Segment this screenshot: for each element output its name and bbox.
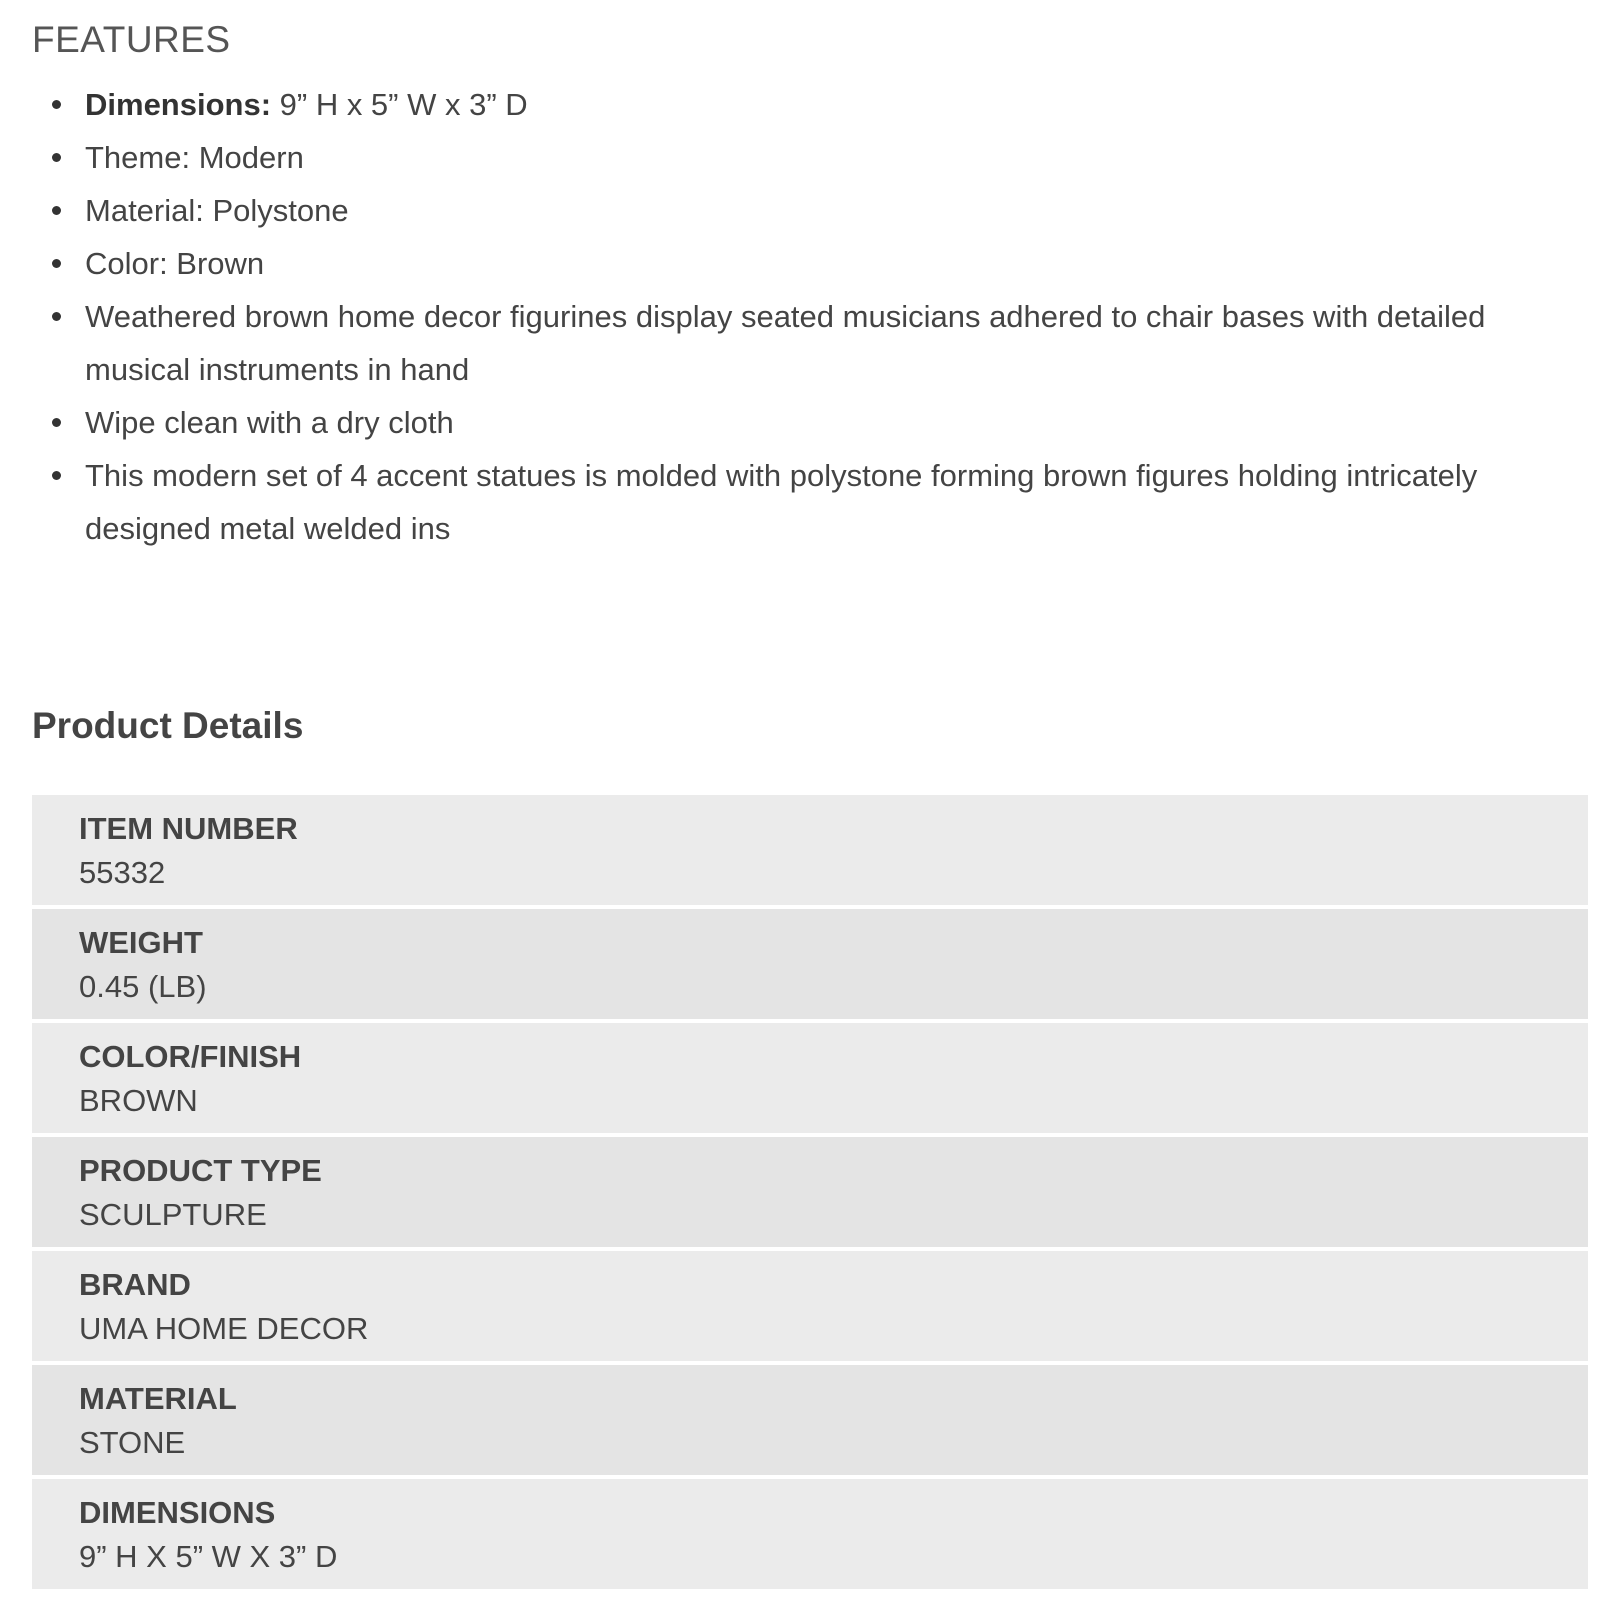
- product-details-heading: Product Details: [32, 705, 304, 746]
- detail-label: COLOR/FINISH: [79, 1039, 302, 1074]
- feature-item-dimensions: [32, 78, 1532, 131]
- feature-item-care: [32, 396, 1532, 449]
- detail-row-color-finish: [32, 1023, 1588, 1133]
- bullet-icon: [52, 418, 61, 427]
- features-list: [32, 78, 1532, 555]
- detail-value: 55332: [79, 855, 166, 890]
- bullet-icon: [52, 259, 61, 268]
- detail-value: BROWN: [79, 1083, 198, 1118]
- feature-label: Dimensions:: [85, 87, 272, 122]
- detail-row-product-type: [32, 1137, 1588, 1247]
- feature-text: Theme: Modern: [85, 140, 304, 175]
- detail-value: 0.45 (LB): [79, 969, 207, 1004]
- feature-item-description: [32, 290, 1532, 396]
- detail-row-brand: [32, 1251, 1588, 1361]
- features-heading: FEATURES: [32, 19, 231, 60]
- detail-label: PRODUCT TYPE: [79, 1153, 322, 1188]
- bullet-icon: [52, 312, 61, 321]
- feature-text: This modern set of 4 accent statues is molded with polystone forming brown figures holding intricately designed metal welded ins: [85, 458, 1478, 546]
- feature-item-material: [32, 184, 1532, 237]
- detail-value: SCULPTURE: [79, 1197, 267, 1232]
- detail-label: ITEM NUMBER: [79, 811, 298, 846]
- bullet-icon: [52, 100, 61, 109]
- bullet-icon: [52, 206, 61, 215]
- detail-value: STONE: [79, 1425, 186, 1460]
- feature-text: Color: Brown: [85, 246, 265, 281]
- detail-label: MATERIAL: [79, 1381, 237, 1416]
- detail-row-weight: [32, 909, 1588, 1019]
- bullet-icon: [52, 471, 61, 480]
- feature-item-set-description: [32, 449, 1532, 555]
- detail-row-dimensions: [32, 1479, 1588, 1589]
- detail-label: BRAND: [79, 1267, 191, 1302]
- feature-text: Material: Polystone: [85, 193, 349, 228]
- detail-label: DIMENSIONS: [79, 1495, 276, 1530]
- detail-row-material: [32, 1365, 1588, 1475]
- detail-label: WEIGHT: [79, 925, 203, 960]
- detail-value: 9” H X 5” W X 3” D: [79, 1539, 338, 1574]
- feature-item-theme: [32, 131, 1532, 184]
- feature-text: Weathered brown home decor figurines display seated musicians adhered to chair bases with detailed musical instruments in hand: [85, 299, 1486, 387]
- feature-item-color: [32, 237, 1532, 290]
- bullet-icon: [52, 153, 61, 162]
- feature-text: Wipe clean with a dry cloth: [85, 405, 454, 440]
- detail-row-item-number: [32, 795, 1588, 905]
- detail-value: UMA HOME DECOR: [79, 1311, 369, 1346]
- product-details-table: [32, 795, 1588, 1593]
- feature-text: 9” H x 5” W x 3” D: [271, 87, 528, 122]
